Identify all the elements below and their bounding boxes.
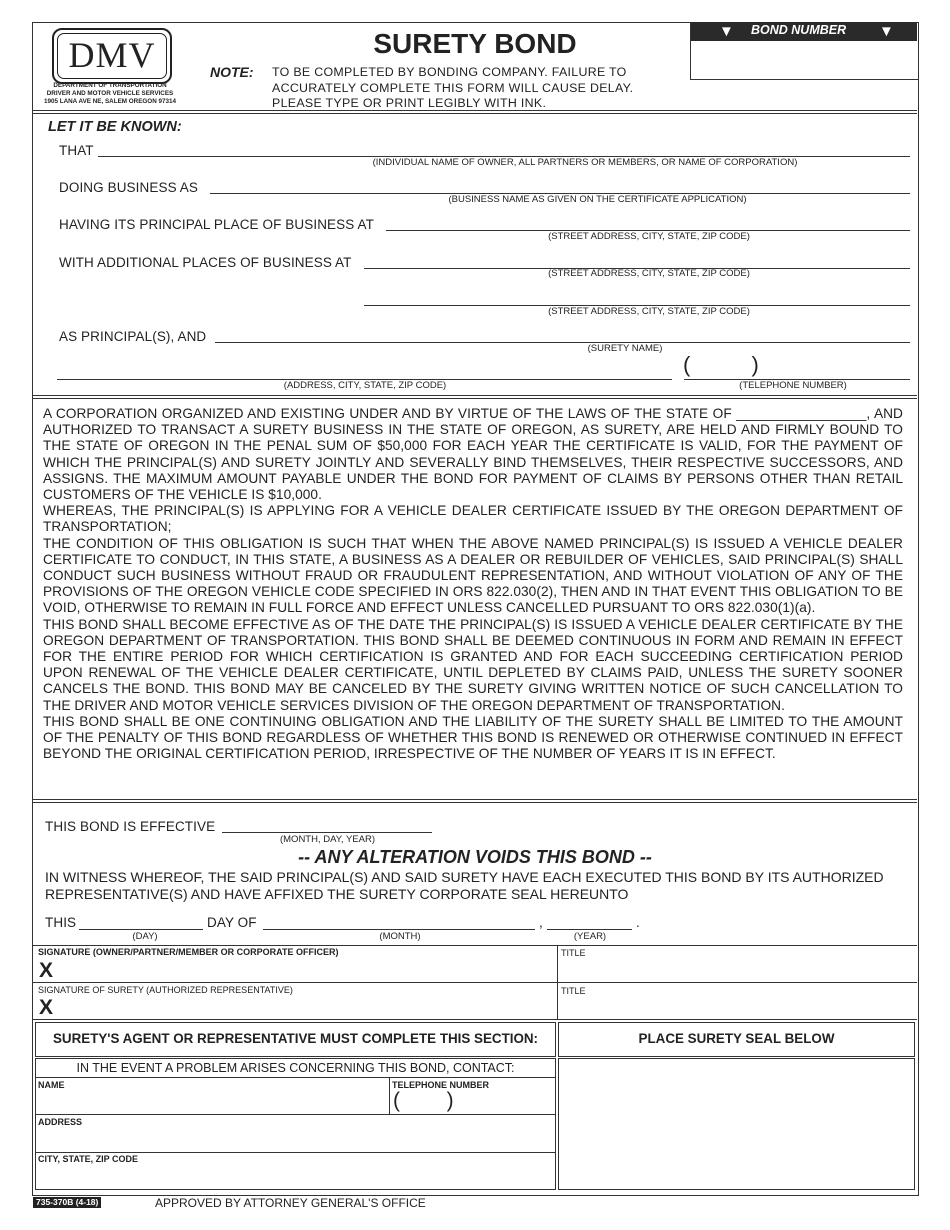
agency-line-1: DEPARTMENT OF TRANSPORTATION: [53, 82, 167, 89]
day-caption: (DAY): [132, 931, 158, 942]
owner-name-caption: (INDIVIDUAL NAME OF OWNER, ALL PARTNERS OR MEMBERS, OR NAME OF CORPORATION): [372, 157, 798, 168]
month-caption: (MONTH): [379, 931, 421, 942]
witness-statement: IN WITNESS WHEREOF, THE SAID PRINCIPAL(S) AND SAID SURETY HAVE EACH EXECUTED THIS BOND BY ITS AUTHORIZED REPRESENTATIVE(S) AND HAVE AFFIXED THE SURETY CORPORATE SEAL HEREUNTO: [45, 869, 884, 902]
year-caption: (YEAR): [573, 931, 607, 942]
terms-paragraph-1: A CORPORATION ORGANIZED AND EXISTING UNDER AND BY VIRTUE OF THE LAWS OF THE STATE OF _________________, AND AUTHORIZED TO TRANSACT A SURETY BUSINESS IN THE STATE OF OREGON, AS SURETY, ARE HELD AND FIRMLY BOUND TO THE STATE OF OREGON IN THE PENAL SUM OF $50,000 FOR EACH YEAR THE CERTIFICATE IS VALID, FOR THE PAYMENT OF WHICH THE PRINCIPAL(S) AND SURETY JOINTLY AND SEVERALLY BIND THEMSELVES, THEIR RESPECTIVE SUCCESSORS, AND ASSIGNS. THE MAXIMUM AMOUNT PAYABLE UNDER THE BOND FOR PAYMENT OF CLAIMS BY PERSONS OTHER THAN RETAIL CUSTOMERS OF THE VEHICLE IS $10,000.: [43, 406, 903, 503]
terms-paragraph-4: THIS BOND SHALL BECOME EFFECTIVE AS OF THE DATE THE PRINCIPAL(S) IS ISSUED A VEHICLE DEALER CERTIFICATE BY THE OREGON DEPARTMENT OF TRANSPORTATION. THIS BOND SHALL BE DEEMED CONTINUOUS IN FORM AND REMAIN IN EFFECT FOR THE ENTIRE PERIOD FOR WHICH CERTIFICATION IS GRANTED AND FOR EACH SUCCEEDING CERTIFICATION PERIOD UPON RENEWAL OF THE VEHICLE DEALER CERTIFICATE, UNTIL DEPLETED BY CLAIMS PAID, UNLESS THE SURETY SOONER CANCELS THE BOND. THIS BOND MAY BE CANCELED BY THE SURETY GIVING WRITTEN NOTICE OF SUCH CANCELLATION TO THE DRIVER AND MOTOR VEHICLE SERVICES DIVISION OF THE OREGON DEPARTMENT OF TRANSPORTATION.: [43, 616, 903, 713]
agency-address: [36, 82, 184, 106]
seal-heading: PLACE SURETY SEAL BELOW: [638, 1031, 835, 1046]
agent-phone-label: TELEPHONE NUMBER: [392, 1080, 490, 1090]
divider: [33, 110, 917, 111]
bond-number-header: [691, 22, 917, 41]
surety-address-caption: (ADDRESS, CITY, STATE, ZIP CODE): [283, 380, 447, 391]
divider: [33, 799, 917, 800]
surety-name-caption: (SURETY NAME): [587, 343, 663, 354]
agency-line-2: DRIVER AND MOTOR VEHICLE SERVICES: [46, 90, 174, 97]
divider: [33, 395, 917, 396]
owner-x-mark: X: [39, 959, 54, 982]
effective-date-field[interactable]: [222, 832, 432, 833]
divider: [33, 945, 917, 946]
divider: [36, 1152, 555, 1153]
bond-number-input[interactable]: [694, 44, 914, 76]
bond-terms: [43, 406, 903, 762]
note-line-2: ACCURATELY COMPLETE THIS FORM WILL CAUSE DELAY.: [272, 80, 634, 95]
additional-address-caption-2: (STREET ADDRESS, CITY, STATE, ZIP CODE): [548, 306, 750, 317]
note-line-3: PLEASE TYPE OR PRINT LEGIBLY WITH INK.: [272, 96, 547, 110]
triangle-down-icon: ▼: [719, 23, 734, 40]
agent-heading: SURETY'S AGENT OR REPRESENTATIVE MUST COMPLETE THIS SECTION:: [52, 1031, 539, 1046]
business-name-caption: (BUSINESS NAME AS GIVEN ON THE CERTIFICATE APPLICATION): [448, 194, 747, 205]
owner-title-label: TITLE: [561, 948, 586, 958]
period: .: [636, 915, 640, 930]
contact-instruction: IN THE EVENT A PROBLEM ARISES CONCERNING THIS BOND, CONTACT:: [76, 1061, 515, 1075]
divider: [33, 982, 917, 983]
surety-x-mark: X: [39, 996, 54, 1019]
triangle-down-icon: ▼: [879, 23, 894, 40]
approval-note: APPROVED BY ATTORNEY GENERAL'S OFFICE: [155, 1196, 426, 1210]
surety-signature-label: SIGNATURE OF SURETY (AUTHORIZED REPRESENTATIVE): [38, 985, 293, 995]
surety-title-label: TITLE: [561, 986, 586, 996]
note-text: [272, 65, 682, 112]
agent-city-label: CITY, STATE, ZIP CODE: [38, 1154, 139, 1164]
terms-paragraph-2: WHEREAS, THE PRINCIPAL(S) IS APPLYING FOR A VEHICLE DEALER CERTIFICATE ISSUED BY THE OREGON DEPARTMENT OF TRANSPORTATION;: [43, 503, 903, 535]
principal-place-label: HAVING ITS PRINCIPAL PLACE OF BUSINESS AT: [59, 217, 374, 232]
agent-city-field[interactable]: [38, 1166, 548, 1186]
effective-label: THIS BOND IS EFFECTIVE: [45, 819, 216, 834]
additional-places-label: WITH ADDITIONAL PLACES OF BUSINESS AT: [59, 255, 352, 270]
that-label: THAT: [59, 143, 94, 158]
effective-date-caption: (MONTH, DAY, YEAR): [279, 834, 375, 845]
agent-name-label: NAME: [38, 1080, 65, 1090]
dmv-logo: [52, 28, 172, 84]
divider: [36, 1114, 555, 1115]
agent-name-field[interactable]: [38, 1092, 386, 1112]
surety-phone-parens: ( ): [683, 352, 759, 377]
form-title: SURETY BOND: [373, 28, 577, 59]
agency-line-3: 1905 LANA AVE NE, SALEM OREGON 97314: [43, 98, 177, 105]
terms-paragraph-3: THE CONDITION OF THIS OBLIGATION IS SUCH THAT WHEN THE ABOVE NAMED PRINCIPAL(S) IS ISSUED A VEHICLE DEALER CERTIFICATE TO CONDUCT, IN THIS STATE, A BUSINESS AS A DEALER OR REBUILDER OF VEHICLES, SAID PRINCIPAL(S) SHALL CONDUCT SUCH BUSINESS WITHOUT FRAUD OR FRAUDULENT REPRESENTATION, AND WITHOUT VIOLATION OF ANY OF THE PROVISIONS OF THE OREGON VEHICLE CODE SPECIFIED IN ORS 822.030(2), THEN AND IN THAT EVENT THIS OBLIGATION TO BE VOID, OTHERWISE TO REMAIN IN FULL FORCE AND EFFECT UNLESS CANCELLED PURSUANT TO ORS 822.030(1)(a).: [43, 535, 903, 616]
note-line-1: TO BE COMPLETED BY BONDING COMPANY. FAILURE TO: [272, 65, 627, 79]
day-field[interactable]: [79, 929, 203, 930]
owner-signature-field[interactable]: [60, 958, 550, 980]
divider: [33, 113, 917, 114]
agent-address-field[interactable]: [38, 1129, 548, 1149]
divider: [33, 1019, 917, 1020]
surety-seal-area[interactable]: [558, 1058, 915, 1190]
surety-signature-field[interactable]: [60, 996, 550, 1018]
year-field[interactable]: [547, 929, 632, 930]
agent-address-label: ADDRESS: [38, 1117, 83, 1127]
bond-number-label: BOND NUMBER: [751, 23, 847, 37]
divider: [389, 1077, 390, 1114]
surety-title-field[interactable]: [561, 998, 911, 1018]
surety-phone-caption: (TELEPHONE NUMBER): [739, 380, 847, 391]
comma: ,: [539, 915, 543, 930]
month-field[interactable]: [263, 929, 535, 930]
day-of-label: DAY OF: [207, 915, 257, 930]
additional-address-caption-1: (STREET ADDRESS, CITY, STATE, ZIP CODE): [548, 268, 750, 279]
divider: [36, 1077, 555, 1078]
owner-signature-label: SIGNATURE (OWNER/PARTNER/MEMBER OR CORPORATE OFFICER): [38, 947, 339, 957]
logo-text: DMV: [68, 35, 156, 75]
dba-label: DOING BUSINESS AS: [59, 180, 198, 195]
form-number: 735-370B (4-18): [33, 1197, 101, 1208]
section-heading: LET IT BE KNOWN:: [48, 119, 182, 135]
terms-paragraph-5: THIS BOND SHALL BE ONE CONTINUING OBLIGATION AND THE LIABILITY OF THE SURETY SHALL BE LIMITED TO THE AMOUNT OF THE PENALTY OF THIS BOND REGARDLESS OF WHETHER THIS BOND IS RENEWED OR OTHERWISE CONTINUED IN EFFECT BEYOND THE ORIGINAL CERTIFICATION PERIOD, IRRESPECTIVE OF THE NUMBER OF YEARS IT IS IN EFFECT.: [43, 713, 903, 762]
agent-phone-parens[interactable]: ( ): [393, 1089, 454, 1112]
divider: [33, 802, 917, 803]
this-label: THIS: [45, 915, 77, 930]
alteration-warning: -- ANY ALTERATION VOIDS THIS BOND --: [298, 847, 652, 867]
divider: [33, 398, 917, 399]
principals-label: AS PRINCIPAL(S), AND: [59, 329, 207, 344]
principal-address-caption: (STREET ADDRESS, CITY, STATE, ZIP CODE): [548, 231, 750, 242]
owner-title-field[interactable]: [561, 960, 911, 980]
note-label: NOTE:: [210, 64, 254, 80]
